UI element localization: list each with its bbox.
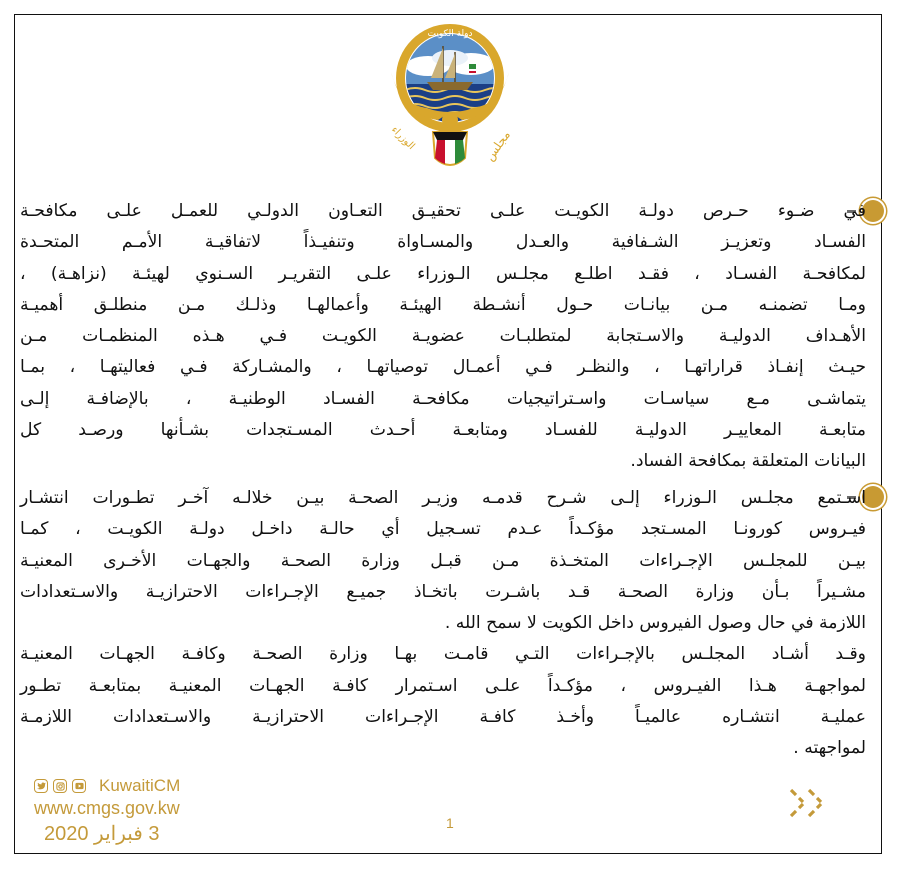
- text-line: لمكافحـة الفسـاد ، فقـد اطلـع مجلـس الـوزراء علـى التقريـر السـنوي لهيئـة (نزاهـة) ،: [20, 263, 866, 284]
- logo-text-top: دولة الكويت: [427, 29, 473, 39]
- text-line: البيانات المتعلقة بمكافحة الفساد.: [630, 451, 866, 472]
- text-line: يتماشـى مـع سياسـات واسـتراتيجيات مكافحـة الفسـاد الوطنيـة ، بالإضافـة إلـى: [20, 388, 866, 409]
- next-page-chevrons-icon[interactable]: [788, 787, 828, 819]
- text-line: في ضـوء حـرص دولـة الكويـت علـى تحقيـق التعـاون الدولـي للعمـل علـى مكافحـة: [20, 201, 866, 221]
- twitter-icon[interactable]: [34, 779, 48, 793]
- youtube-icon[interactable]: [72, 779, 86, 793]
- text-line: فيـروس كورونـا المسـتجد مؤكـداً عـدم تسـجيل أي حالـة داخـل دولـة الكويـت ، كمـا: [20, 519, 866, 540]
- text-line: الأهـداف الدوليـة والاسـتجابة لمتطلبـات عضويـة الكويـت فـي هـذه المنظمـات مـن: [20, 326, 866, 347]
- text-line: حيـث إنفـاذ قراراتهـا ، والنظـر فـي أعمـال توصياتهـا ، والمشـاركة فـي فعاليتهـا ، بمـا: [20, 357, 866, 378]
- text-line: مشـيراً بـأن وزارة الصحـة قـد باشـرت باتخـاذ جميـع الإجـراءات الاحترازيـة والاسـتعدادات: [20, 581, 866, 602]
- text-line: الفسـاد وتعزيـز الشـفافية والعـدل والمسـاواة وتنفيـذاً لاتفاقيـة الأمـم المتحـدة: [20, 232, 866, 253]
- text-line: لمواجهته .: [793, 738, 866, 759]
- council-of-ministers-logo: [383, 16, 517, 174]
- footer-contact: [34, 776, 224, 846]
- news-item-1: [20, 196, 866, 478]
- social-row: [34, 776, 224, 796]
- website-link[interactable]: www.cmgs.gov.kw: [34, 798, 180, 818]
- instagram-icon[interactable]: [53, 779, 67, 793]
- text-line: لمواجهـة هـذا الفيـروس ، مؤكـداً علـى اسـتمرار كافـة الجهـات المعنيـة بمتابعـة تطـور: [20, 675, 866, 696]
- news-item-2: [20, 483, 866, 765]
- text-line: اللازمة في حال وصول الفيروس داخل الكويت لا سمح الله .: [444, 613, 866, 634]
- text-line: عمليـة انتشـاره عالميـاً وأخـذ كافـة الإجـراءات الاحترازيـة والاسـتعدادات اللازمـة: [20, 707, 866, 728]
- text-line: وقـد أشـاد المجلـس بالإجـراءات التـي قامـت بهـا وزارة الصحـة وكافـة الجهـات المعنيـة: [20, 644, 866, 665]
- publication-date: 3 فبراير 2020: [44, 823, 160, 845]
- page-number: 1: [446, 815, 454, 831]
- text-line: ومـا تضمنـه مـن بيانـات حـول أنشـطة الهيئـة وأعمالهـا وذلـك مـن منطلـق أهميـة: [20, 294, 866, 315]
- logo-text-left: مجلس: [482, 127, 514, 164]
- social-handle[interactable]: KuwaitiCM: [99, 776, 181, 795]
- text-line: متابعـة المعاييـر الدوليـة للفسـاد ومتابعـة أحـدث المسـتجدات بشـأنها ورصـد كل: [20, 420, 866, 441]
- text-line: بيـن للمجلـس الإجـراءات المتخـذة مـن قبـل وزارة الصحـة والجهـات الأخـرى المعنيـة: [20, 550, 866, 571]
- text-line: اسـتمع مجلـس الـوزراء إلـى شـرح قدمـه وزيـر الصحـة بيـن خلالـه آخـر تطـورات انتشـار: [20, 488, 866, 508]
- logo-text-right: الوزراء: [388, 124, 417, 153]
